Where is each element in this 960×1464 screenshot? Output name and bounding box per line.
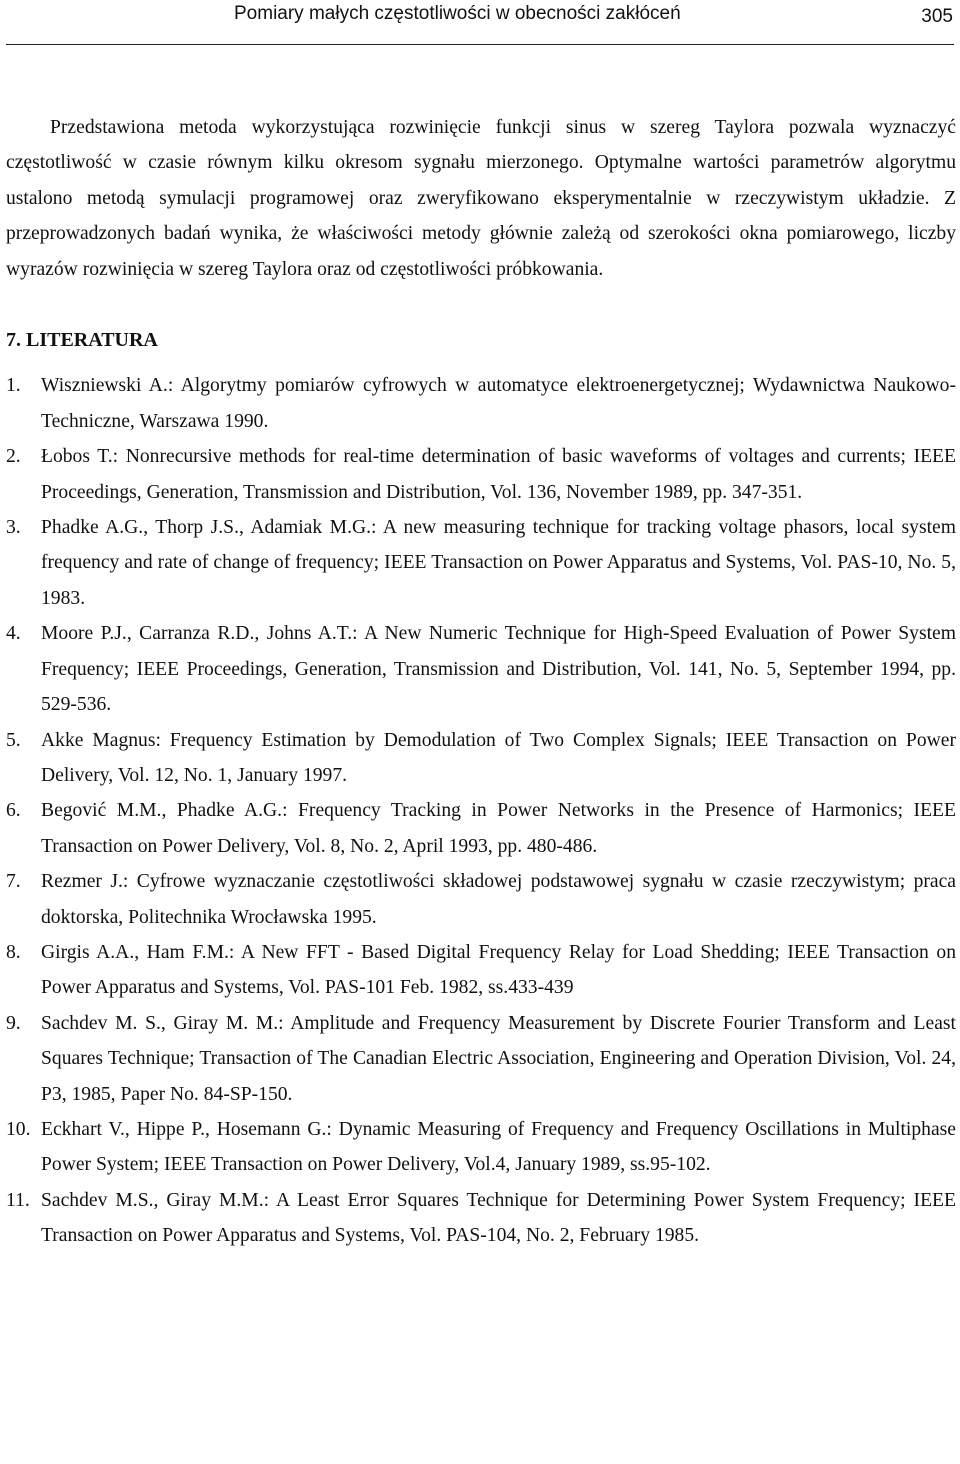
reference-number: 1. [6,375,21,397]
reference-item [6,723,956,794]
reference-item [6,368,956,439]
reference-text: Girgis A.A., Ham F.M.: A New FFT - Based Digital Frequency Relay for Load Shedding; IEEE Transaction on Power Apparatus and Systems, Vol. PAS-101 Feb. 1982, ss.433-439 [41,941,956,999]
reference-number: 10. [6,1118,31,1140]
reference-list [6,368,956,1253]
reference-number: 7. [6,871,21,893]
reference-text: Sachdev M.S., Giray M.M.: A Least Error Squares Technique for Determining Power System Frequency; IEEE Transaction on Power Apparatus and Systems, Vol. PAS-104, No. 2, February 1985. [41,1189,956,1247]
reference-text: Moore P.J., Carranza R.D., Johns A.T.: A New Numeric Technique for High-Speed Evaluation of Power System Frequency; IEEE Proceedings, Generation, Transmission and Distribution, Vol. 141, No. 5, September 1994, pp. 529-536. [41,623,956,716]
reference-text: Begović M.M., Phadke A.G.: Frequency Tracking in Power Networks in the Presence of Harmonics; IEEE Transaction on Power Delivery, Vol. 8, No. 2, April 1993, pp. 480-486. [41,800,956,857]
reference-item [6,1112,956,1183]
reference-number: 11. [6,1189,30,1211]
reference-text: Rezmer J.: Cyfrowe wyznaczanie częstotliwości składowej podstawowej sygnału w czasie rzeczywistym; praca doktorska, Politechnika Wrocławska 1995. [41,871,956,928]
reference-item [6,1183,956,1254]
reference-number: 2. [6,446,21,468]
reference-number: 5. [6,729,21,751]
reference-item [6,935,956,1006]
reference-item [6,1006,956,1112]
reference-text: Wiszniewski A.: Algorytmy pomiarów cyfrowych w automatyce elektroenergetycznej; Wydawnictwa Naukowo-Techniczne, Warszawa 1990. [41,375,956,432]
reference-text: Akke Magnus: Frequency Estimation by Demodulation of Two Complex Signals; IEEE Transaction on Power Delivery, Vol. 12, No. 1, January 1997. [41,729,956,786]
reference-number: 9. [6,1012,21,1034]
page-number: 305 [921,6,953,27]
reference-number: 4. [6,623,21,645]
reference-item [6,616,956,722]
running-title: Pomiary małych częstotliwości w obecności zakłóceń [234,3,681,24]
reference-text: Phadke A.G., Thorp J.S., Adamiak M.G.: A new measuring technique for tracking voltage phasors, local system frequency and rate of change of frequency; IEEE Transaction on Power Apparatus and Systems, Vol. PAS-10, No. 5, 1983. [41,517,956,609]
conclusion-paragraph: Przedstawiona metoda wykorzystująca rozwinięcie funkcji sinus w szereg Taylora pozwala wyznaczyć częstotliwość w czasie równym kilku okresom sygnału mierzonego. Optymalne wartości parametrów algorytmu ustalono metodą symulacji programowej oraz zweryfikowano eksperymentalnie w rzeczywistym układzie. Z przeprowadzonych badań wynika, że właściwości metody głównie zależą od szerokości okna pomiarowego, liczby wyrazów rozwinięcia w szereg Taylora oraz od częstotliwości próbkowania. [6,117,956,280]
reference-number: 3. [6,517,21,539]
section-heading: 7. LITERATURA [6,329,158,352]
reference-number: 6. [6,800,21,822]
page-body [6,110,956,1254]
reference-text: Eckhart V., Hippe P., Hosemann G.: Dynamic Measuring of Frequency and Frequency Oscillations in Multiphase Power System; IEEE Transaction on Power Delivery, Vol.4, January 1989, ss.95-102. [41,1118,956,1176]
running-header [6,0,954,45]
reference-text: Sachdev M. S., Giray M. M.: Amplitude and Frequency Measurement by Discrete Fourier Transform and Least Squares Technique; Transaction of The Canadian Electric Association, Engineering and Operation Division, Vol. 24, P3, 1985, Paper No. 84-SP-150. [41,1012,956,1105]
reference-item [6,439,956,510]
reference-item [6,864,956,935]
reference-number: 8. [6,941,21,963]
reference-item [6,510,956,616]
reference-item [6,793,956,864]
reference-text: Łobos T.: Nonrecursive methods for real-time determination of basic waveforms of voltages and currents; IEEE Proceedings, Generation, Transmission and Distribution, Vol. 136, November 1989, pp. 347-351. [41,446,956,503]
